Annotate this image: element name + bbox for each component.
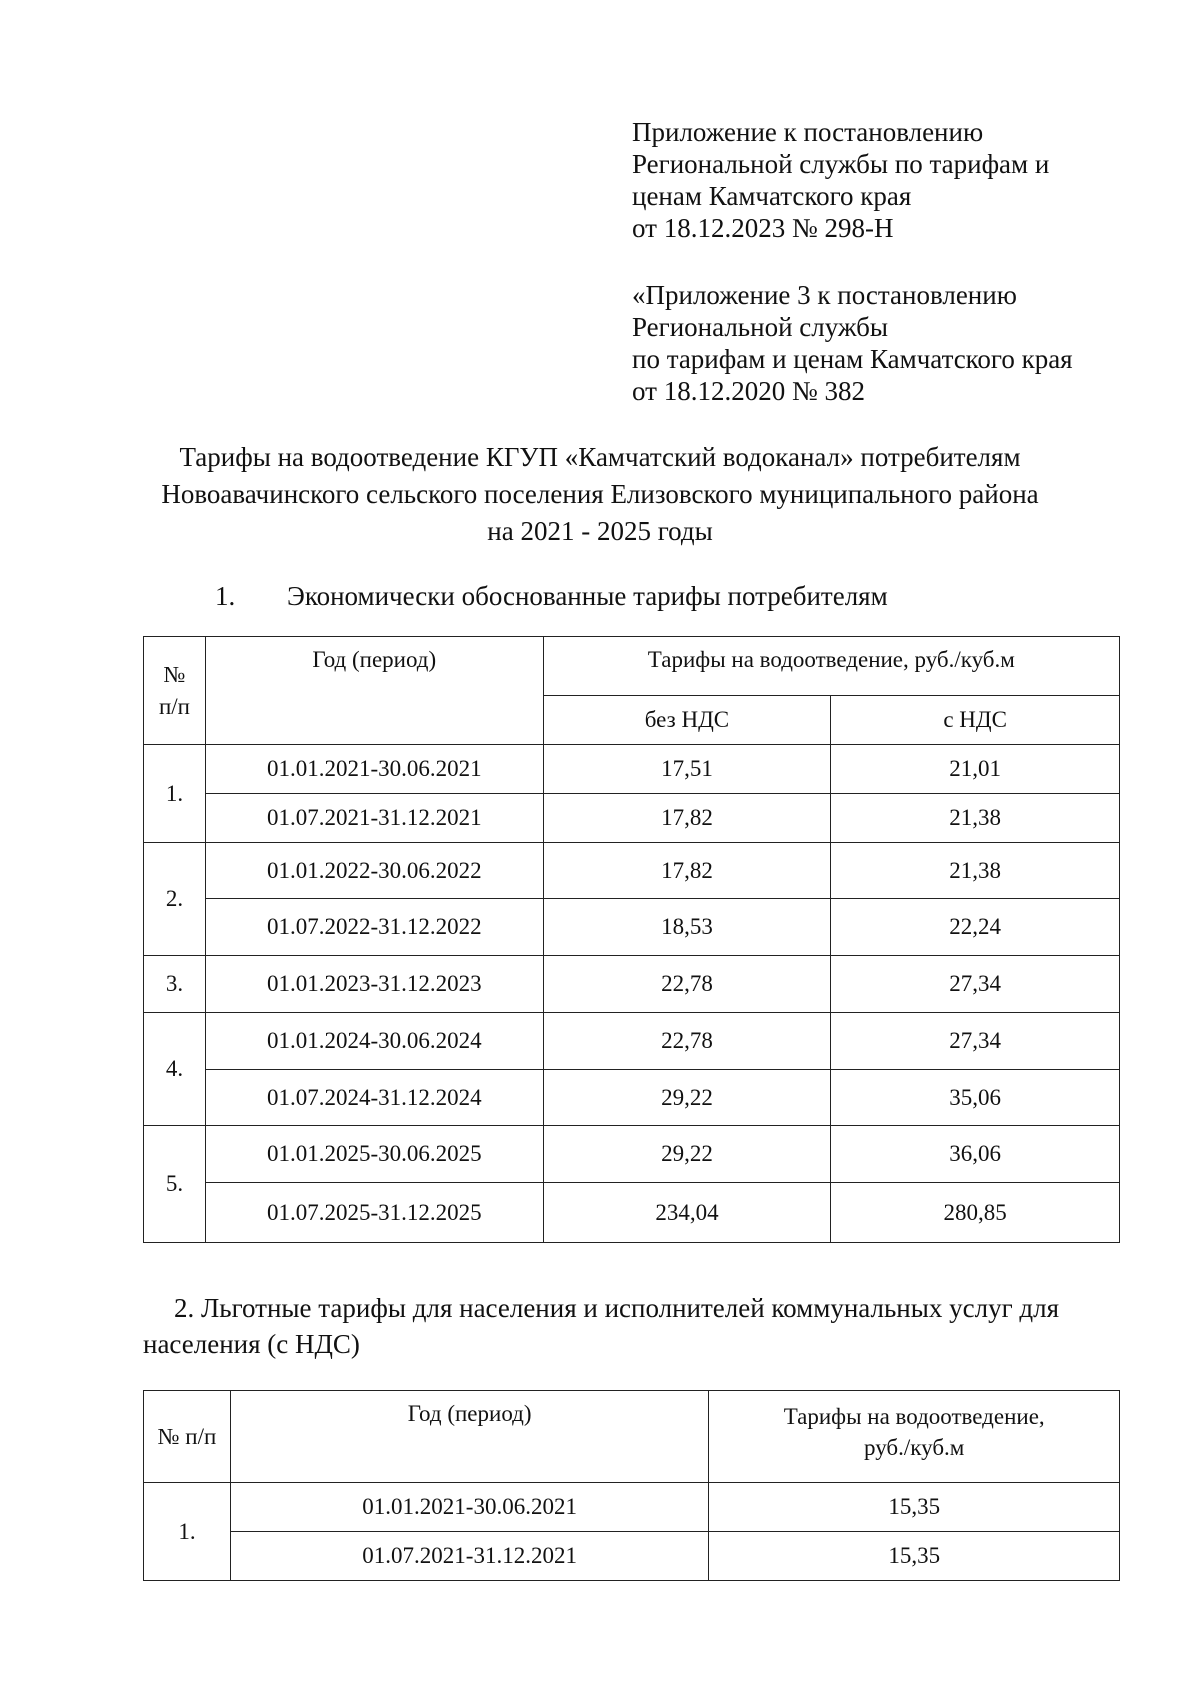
without-vat-cell: 17,82 — [543, 843, 831, 899]
period-cell: 01.07.2021-31.12.2021 — [205, 794, 543, 843]
row-number: 5. — [144, 1126, 206, 1243]
period-cell: 01.01.2022-30.06.2022 — [205, 843, 543, 899]
appendix-header-line: от 18.12.2023 № 298-Н — [632, 213, 894, 243]
table-row — [144, 1532, 1120, 1581]
with-vat-cell: 36,06 — [831, 1126, 1120, 1183]
without-vat-cell: 29,22 — [543, 1070, 831, 1126]
without-vat-cell: 234,04 — [543, 1183, 831, 1243]
economic-tariffs-table — [143, 636, 1120, 1243]
row-number: 1. — [144, 1483, 231, 1581]
with-vat-cell: 35,06 — [831, 1070, 1120, 1126]
num-header — [144, 637, 206, 745]
table-row — [144, 956, 1120, 1013]
period-cell: 01.01.2025-30.06.2025 — [205, 1126, 543, 1183]
without-vat-cell: 17,82 — [543, 794, 831, 843]
row-number: 2. — [144, 843, 206, 956]
table-row — [144, 745, 1120, 794]
tariffs-header: Тарифы на водоотведение, руб./куб.м — [543, 637, 1119, 696]
amended-appendix-line: «Приложение 3 к постановлению — [632, 280, 1017, 310]
with-vat-cell: 27,34 — [831, 1013, 1120, 1070]
section2-heading-line2: населения (с НДС) — [143, 1329, 360, 1359]
without-vat-cell: 18,53 — [543, 899, 831, 956]
with-vat-cell: 21,01 — [831, 745, 1120, 794]
row-number: 4. — [144, 1013, 206, 1126]
period-cell: 01.07.2022-31.12.2022 — [205, 899, 543, 956]
document-title-line: Новоавачинского сельского поселения Елизовского муниципального района — [161, 479, 1039, 509]
section1-heading: Экономически обоснованные тарифы потребителям — [287, 581, 888, 611]
period-header: Год (период) — [205, 637, 543, 745]
amended-appendix-line: Региональной службы — [632, 312, 889, 342]
appendix-header-line: Региональной службы по тарифам и — [632, 149, 1050, 179]
without-vat-cell: 29,22 — [543, 1126, 831, 1183]
table-row — [144, 1070, 1120, 1126]
with-vat-cell: 21,38 — [831, 843, 1120, 899]
without-vat-header: без НДС — [543, 696, 831, 745]
preferential-tariffs-table — [143, 1390, 1120, 1581]
tariffs-header-line1: Тарифы на водоотведение, — [783, 1404, 1045, 1429]
document-title-line: Тарифы на водоотведение КГУП «Камчатский водоканал» потребителям — [179, 442, 1021, 472]
without-vat-cell: 17,51 — [543, 745, 831, 794]
period-cell: 01.01.2021-30.06.2021 — [205, 745, 543, 794]
table-row — [144, 899, 1120, 956]
table-row — [144, 1483, 1120, 1532]
table-row — [144, 843, 1120, 899]
row-number: 1. — [144, 745, 206, 843]
section1-number: 1. — [215, 581, 236, 611]
tariffs-header-line2: руб./куб.м — [864, 1435, 965, 1461]
period-cell: 01.01.2021-30.06.2021 — [230, 1483, 708, 1532]
without-vat-cell: 22,78 — [543, 956, 831, 1013]
with-vat-cell: 21,38 — [831, 794, 1120, 843]
period-cell: 01.07.2024-31.12.2024 — [205, 1070, 543, 1126]
tariff-cell: 15,35 — [709, 1483, 1120, 1532]
period-cell: 01.07.2021-31.12.2021 — [230, 1532, 708, 1581]
num-header-text: № п/п — [158, 662, 190, 719]
amended-appendix-line: по тарифам и ценам Камчатского края — [632, 344, 1073, 374]
document-title-line: на 2021 - 2025 годы — [487, 516, 713, 546]
table-row — [144, 1183, 1120, 1243]
row-number: 3. — [144, 956, 206, 1013]
period-cell: 01.01.2023-31.12.2023 — [205, 956, 543, 1013]
period-cell: 01.01.2024-30.06.2024 — [205, 1013, 543, 1070]
with-vat-header: с НДС — [831, 696, 1120, 745]
appendix-header-line: ценам Камчатского края — [632, 181, 912, 211]
with-vat-cell: 280,85 — [831, 1183, 1120, 1243]
amended-appendix-line: от 18.12.2020 № 382 — [632, 376, 865, 406]
with-vat-cell: 22,24 — [831, 899, 1120, 956]
tariff-cell: 15,35 — [709, 1532, 1120, 1581]
section2-heading-line1: 2. Льготные тарифы для населения и исполнителей коммунальных услуг для — [174, 1293, 1060, 1323]
appendix-header-line: Приложение к постановлению — [632, 117, 984, 147]
table-row — [144, 1126, 1120, 1183]
tariffs-header — [709, 1391, 1120, 1483]
period-header: Год (период) — [230, 1391, 708, 1483]
without-vat-cell: 22,78 — [543, 1013, 831, 1070]
with-vat-cell: 27,34 — [831, 956, 1120, 1013]
period-cell: 01.07.2025-31.12.2025 — [205, 1183, 543, 1243]
table-row — [144, 794, 1120, 843]
table-row — [144, 1013, 1120, 1070]
num-header: № п/п — [144, 1391, 231, 1483]
